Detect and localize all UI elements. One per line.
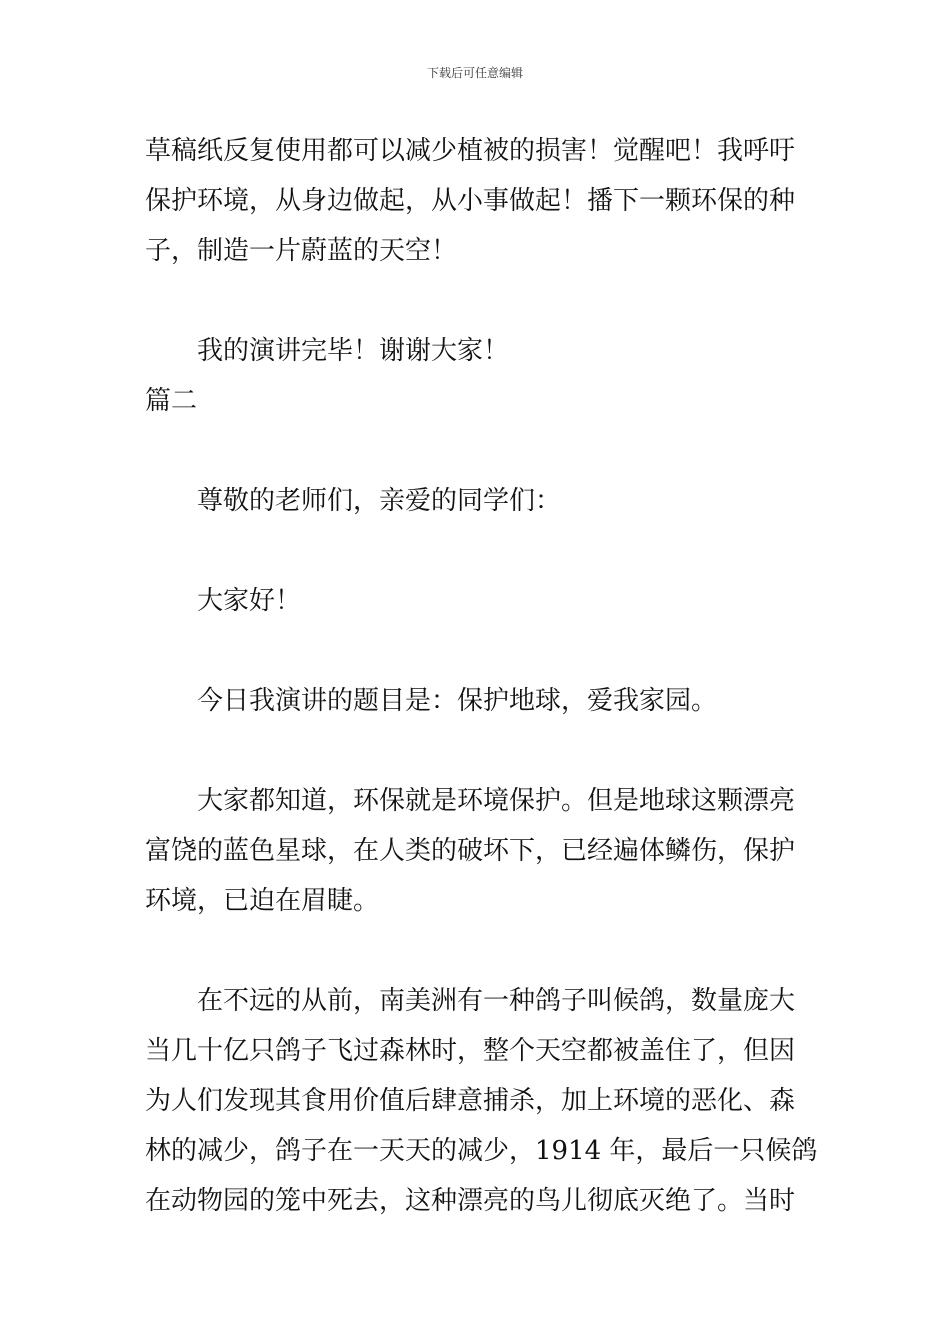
text-line: 保护环境，从身边做起，从小事做起！播下一颗环保的种 — [145, 186, 796, 216]
paragraph — [145, 326, 810, 376]
section-heading — [145, 376, 810, 426]
paragraph — [145, 476, 810, 526]
paragraph-gap — [145, 276, 810, 326]
document-body — [145, 126, 818, 1226]
text-line: 草稿纸反复使用都可以减少植被的损害！觉醒吧！我呼吁 — [145, 136, 796, 166]
text-line: 在不远的从前，南美洲有一种鸽子叫候鸽，数量庞大 — [197, 986, 796, 1016]
text-line: 林的减少，鸽子在一天天的减少，1914 年，最后一只候鸽 — [145, 1136, 818, 1166]
text-line: 富饶的蓝色星球，在人类的破坏下，已经遍体鳞伤，保护 — [145, 836, 796, 866]
text-line: 我的演讲完毕！谢谢大家！ — [197, 336, 510, 366]
paragraph — [145, 676, 810, 726]
paragraph-gap — [145, 626, 810, 676]
paragraph-gap — [145, 726, 810, 776]
text-line: 大家都知道，环保就是环境保护。但是地球这颗漂亮 — [197, 786, 796, 816]
text-line: 在动物园的笼中死去，这种漂亮的鸟儿彻底灭绝了。当时 — [145, 1186, 796, 1216]
text-line: 大家好！ — [197, 586, 302, 616]
page-header: 下载后可任意编辑 — [426, 66, 523, 80]
paragraph — [145, 976, 818, 1226]
paragraph — [145, 776, 810, 926]
paragraph-gap — [145, 926, 810, 976]
text-line: 今日我演讲的题目是：保护地球，爱我家园。 — [197, 686, 718, 716]
text-line: 尊敬的老师们，亲爱的同学们： — [197, 486, 562, 516]
paragraph-gap — [145, 526, 810, 576]
text-line: 为人们发现其食用价值后肆意捕杀，加上环境的恶化、森 — [145, 1086, 796, 1116]
text-line: 环境，已迫在眉睫。 — [145, 886, 380, 916]
paragraph-gap — [145, 426, 810, 476]
paragraph — [145, 576, 810, 626]
paragraph — [145, 126, 810, 276]
section-title: 篇二 — [145, 386, 198, 416]
text-line: 当几十亿只鸽子飞过森林时，整个天空都被盖住了，但因 — [145, 1036, 796, 1066]
text-line: 子，制造一片蔚蓝的天空！ — [145, 236, 458, 266]
